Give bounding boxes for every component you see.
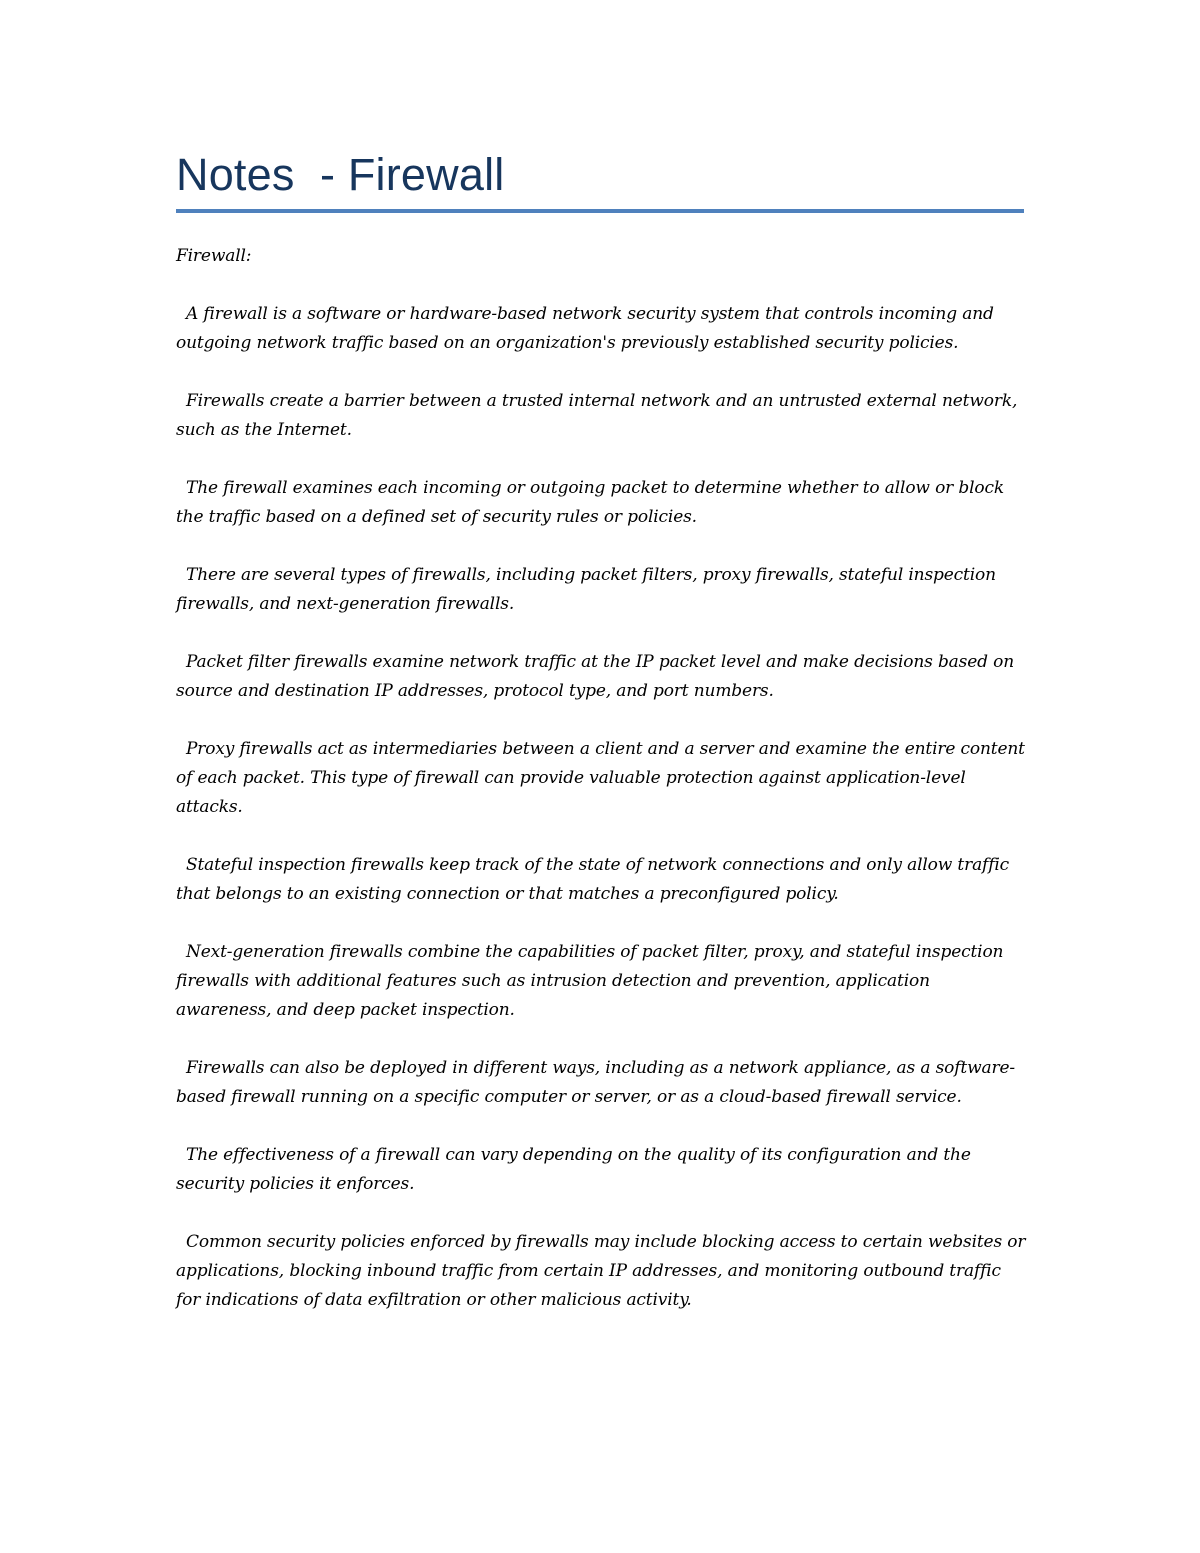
paragraph: There are several types of firewalls, including packet filters, proxy firewalls, stateful inspection firewalls, and next-generation firewalls. — [176, 565, 996, 614]
paragraph: Stateful inspection firewalls keep track of the state of network connections and only allow traffic that belongs to an existing connection or that matches a preconfigured policy. — [176, 855, 1009, 904]
paragraph: The firewall examines each incoming or outgoing packet to determine whether to allow or block the traffic based on a defined set of security rules or policies. — [176, 478, 1005, 527]
paragraph: Firewalls can also be deployed in different ways, including as a network appliance, as a software-based firewall running on a specific computer or server, or as a cloud-based firewall service. — [176, 1058, 1015, 1107]
document-body — [176, 242, 1028, 1344]
paragraph: A firewall is a software or hardware-based network security system that controls incoming and outgoing network traffic based on an organization's previously established security policies. — [176, 304, 994, 353]
paragraph: Packet filter firewalls examine network traffic at the IP packet level and make decisions based on source and destination IP addresses, protocol type, and port numbers. — [176, 652, 1015, 701]
page-title: Notes - Firewall — [176, 149, 505, 200]
section-heading: Firewall: — [176, 246, 252, 266]
paragraph: Next-generation firewalls combine the capabilities of packet filter, proxy, and stateful inspection firewalls with additional features such as intrusion detection and prevention, application awareness, and deep packet inspection. — [176, 942, 1004, 1020]
title-underline — [176, 209, 1024, 213]
paragraph: Proxy firewalls act as intermediaries between a client and a server and examine the entire content of each packet. This type of firewall can provide valuable protection against application-level attacks. — [176, 739, 1025, 817]
paragraph: The effectiveness of a firewall can vary depending on the quality of its configuration and the security policies it enforces. — [176, 1145, 971, 1194]
paragraph: Common security policies enforced by firewalls may include blocking access to certain websites or applications, blocking inbound traffic from certain IP addresses, and monitoring outbound traffic for indications of data exfiltration or other malicious activity. — [176, 1232, 1026, 1310]
paragraph: Firewalls create a barrier between a trusted internal network and an untrusted external network, such as the Internet. — [176, 391, 1018, 440]
